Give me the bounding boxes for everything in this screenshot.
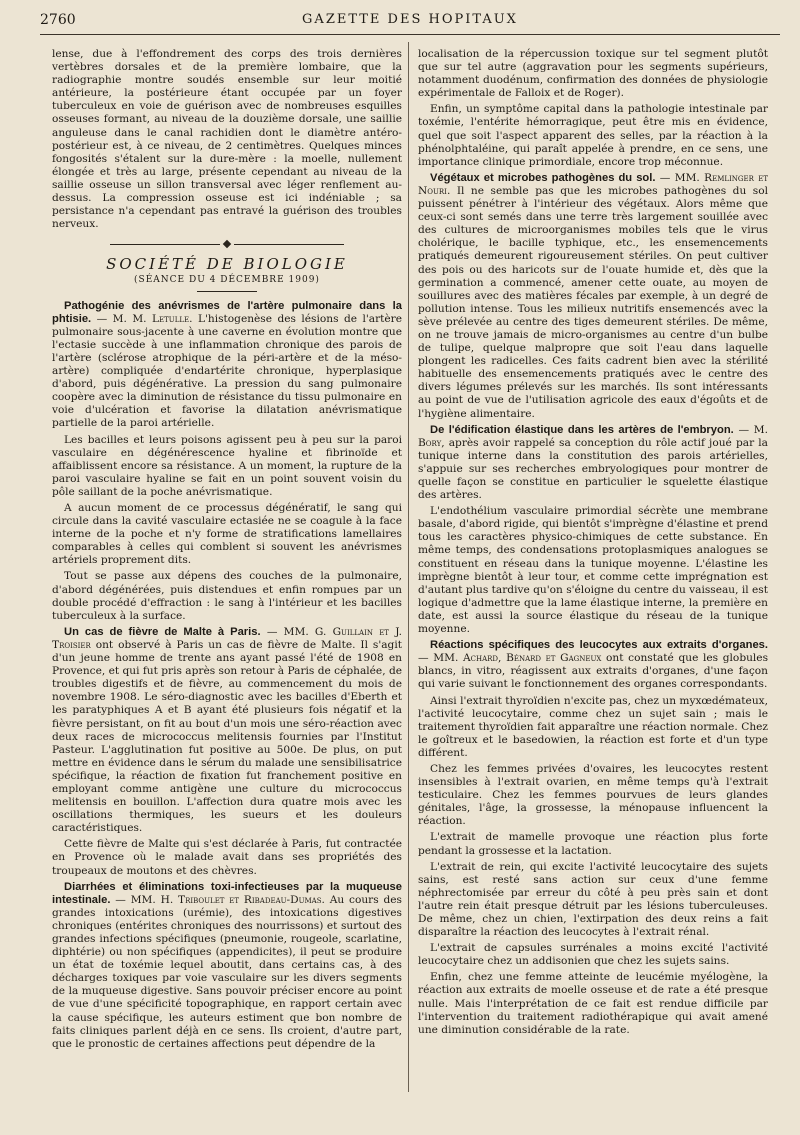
article-authors: M. M. Letulle. xyxy=(112,312,193,325)
column-divider xyxy=(408,42,409,1092)
paragraph: Enfin, un symptôme capital dans la pathologie intestinale par toxémie, l'entérite hémorragique, peut être mis en évidence, quel que soit l'aspect apparent des selles, par la réaction à la phénolphtaléine, qui paraît appelée à prendre, en ce sens, une importance clinique primordiale, encore trop méconnue. xyxy=(418,103,768,168)
society-rule xyxy=(197,291,257,292)
page-header xyxy=(40,8,780,34)
article-leukocytes: Réactions spécifiques des leucocytes aux extraits d'organes. — MM. Achard, Bénard et Gagneux ont constaté que les globules blancs, in vitro, réagissent aux extraits d'organes, d'une façon qui varie suivant le fonctionnement des organes correspondants. xyxy=(418,639,768,691)
journal-title: GAZETTE DES HOPITAUX xyxy=(302,12,518,27)
paragraph: Les bacilles et leurs poisons agissent peu à peu sur la paroi vasculaire en dégénérescence hyaline et fibrinoïde et affaiblissent encore sa résistance. A un moment, la rupture de la paroi vasculaire hyaline se fait en un point souvent voisin du pôle saillant de la poche anévrismatique. xyxy=(52,433,402,498)
article-aneurysm: Pathogénie des anévrismes de l'artère pulmonaire dans la phtisie. — M. M. Letulle. L'histogenèse des lésions de l'artère pulmonaire sous-jacente à une caverne en évolution montre que l'ectasie succède à une inflammation chronique des parois de l'artère (sclérose atrophique de la péri-artère et de la méso-artère) compliquée d'endartérite chronique, hyperplasique d'abord, puis dégénérative. La pression du sang pulmonaire coopère avec la diminution de résistance du tissu pulmonaire en voie d'ulcération et favorise la dilatation anévrismatique partielle de la paroi artérielle. xyxy=(52,299,402,430)
intro-paragraph: lense, due à l'effondrement des corps des trois dernières vertèbres dorsales et de la première lombaire, que la radiographie montre soudés ensemble sur leur moitié antérieure, la postérieure étant occupée par un foyer tuberculeux en voie de guérison avec de nombreuses esquilles osseuses formant, au niveau de la douzième dorsale, une saillie anguleuse dans le canal rachidien dont le diamètre antéro-postérieur est, à ce niveau, de 2 centimètres. Quelques minces fongosités s'étalent sur la dure-mère : la moelle, nullement élongée et très au large, présente cependant au niveau de la saillie osseuse un sillon transversal avec léger renflement au-dessus. La compression osseuse est ici indéniable ; sa persistance n'a cependant pas entravé la guérison des troubles nerveux. xyxy=(52,48,402,231)
page-number: 2760 xyxy=(40,12,76,28)
right-column xyxy=(418,48,768,1128)
header-rule xyxy=(40,34,780,35)
article-text: après avoir rappelé sa conception du rôle actif joué par la tunique interne dans la constitution des parois artérielles, s'appuie sur ses recherches embryologiques pour montrer de quelle façon se constitue en particulier le squelette élastique des artères. xyxy=(418,436,768,502)
paragraph: L'extrait de capsules surrénales a moins excité l'activité leucocytaire chez un addisonien que chez les sujets sains. xyxy=(418,942,768,968)
article-text: ont constaté que les globules blancs, in vitro, réagissent aux extraits d'organes, d'une façon qui varie suivant le fonctionnement des organes correspondants. xyxy=(418,652,768,691)
paragraph: Cette fièvre de Malte qui s'est déclarée à Paris, fut contractée en Provence où le malade avait dans ses propriétés des troupeaux de moutons et des chèvres. xyxy=(52,838,402,877)
article-text: Au cours des grandes intoxications (urémie), des intoxications digestives chroniques (entérites chroniques des nourrissons) et surtout des grandes infections spécifiques (pneumonie, rougeole, scarlatine, diphtérie) ou non spécifiques (appendicites), il peut se produire un état de toxémie lequel aboutit, dans certains cas, à des décharges toxiques par voie vasculaire sur les divers segments de la muqueuse digestive. Sans pouvoir préciser encore au point de vue d'une spécificité topographique, en rapport certain avec la cause spécifique, les auteurs estiment que bon nombre de faits cliniques parlent déjà en ce sens. Ils croient, d'autre part, que le pronostic de certaines affections peut dépendre de la xyxy=(52,893,402,1050)
society-session: (SÉANCE DU 4 DÉCEMBRE 1909) xyxy=(134,274,320,285)
paragraph: L'extrait de rein, qui excite l'activité leucocytaire des sujets sains, est resté sans action sur ceux d'une femme néphrectomisée par erreur du côté à peu près sain et dont l'autre rein était presque détruit par les lésions tuberculeuses. De même, chez un chien, l'extirpation des deux reins a fait disparaître la réaction des leucocytes à l'extrait rénal. xyxy=(418,860,768,939)
article-title: Un cas de fièvre de Malte à Paris. xyxy=(64,625,261,638)
paragraph: Chez les femmes privées d'ovaires, les leucocytes restent insensibles à l'extrait ovarien, en même temps qu'à l'extrait testiculaire. Chez les femmes pourvues de leurs glandes génitales, l'âge, la grossesse, la ménopause influencent la réaction. xyxy=(418,762,768,828)
society-title: SOCIÉTÉ DE BIOLOGIE xyxy=(106,255,348,274)
article-diarrhea: Diarrhées et éliminations toxi-infectieuses par la muqueuse intestinale. — MM. H. Triboulet et Ribadeau-Dumas. Au cours des grandes intoxications (urémie), des intoxications digestives chroniques (entérites chroniques des nourrissons) et surtout des grandes infections spécifiques (pneumonie, rougeole, scarlatine, diphtérie) ou non spécifiques (appendicites), il peut se produire un état de toxémie lequel aboutit, dans certains cas, à des décharges toxiques par voie vasculaire sur les divers segments de la muqueuse digestive. Sans pouvoir préciser encore au point de vue d'une spécificité topographique, en rapport certain avec la cause spécifique, les auteurs estiment que bon nombre de faits cliniques parlent déjà en ce sens. Ils croient, d'autre part, que le pronostic de certaines affections peut dépendre de la xyxy=(52,880,402,1050)
article-title: Diarrhées et éliminations toxi-infectieuses par la muqueuse intestinale. xyxy=(52,880,402,906)
article-authors: MM. H. Triboulet et Ribadeau-Dumas. xyxy=(130,893,325,906)
article-title: Réactions spécifiques des leucocytes aux extraits d'organes. xyxy=(430,639,768,652)
article-authors: MM. G. Guillain et J. Troisier xyxy=(52,625,402,651)
article-title: Pathogénie des anévrismes de l'artère pulmonaire dans la phtisie. xyxy=(52,299,402,325)
paragraph: A aucun moment de ce processus dégénératif, le sang qui circule dans la cavité vasculaire ectasiée ne se coagule à la face interne de la poche et n'y forme de stratifications lamellaires comparables à celles qui comblent si souvent les anévrismes artériels proprement dits. xyxy=(52,502,402,567)
article-elastic-arteries: De l'édification élastique dans les artères de l'embryon. — M. Bory, après avoir rappelé sa conception du rôle actif joué par la tunique interne dans la constitution des parois artérielles, s'appuie sur ses recherches embryologiques pour montrer de quelle façon se constitue en particulier le squelette élastique des artères. xyxy=(418,423,768,502)
article-text: ont observé à Paris un cas de fièvre de Malte. Il s'agit d'un jeune homme de trente ans ayant passé l'été de 1908 en Provence, et qui fut pris après son retour à Paris de céphalée, de troubles digestifs et de fièvre, au commencement du mois de novembre 1908. Le séro-diagnostic avec les bacilles d'Eberth et les paratyphiques A et B ayant été plusieurs fois négatif et la fièvre persistant, on fit au bout d'un mois une séro-réaction avec deux races de micrococcus melitensis fournies par l'Institut Pasteur. L'agglutination fut positive au 500e. De plus, on put mettre en évidence dans le sérum du malade une sensibilisatrice spécifique, la réaction de fixation fut franchement positive en employant comme antigène une culture du micrococcus melitensis en bouillon. L'affection dura quatre mois avec les oscillations thermiques, les sueurs et les douleurs caractéristiques. xyxy=(52,638,402,835)
article-authors: MM. Achard, Bénard et Gagneux xyxy=(433,652,602,665)
article-authors: M. Bory, xyxy=(418,423,768,449)
article-text: Il ne semble pas que les microbes pathogènes du sol puissent pénétrer à l'intérieur des végétaux. Alors même que ceux-ci sont semés dans une terre très largement souillée avec des cultures de microorganismes mobiles tels que le virus cholérique, le bacille typhique, etc., les ensemencements pratiqués demeurent rigoureusement stériles. On peut cultiver des pois ou des haricots sur de l'ouate humide et, dès que la germination a commencé, amener cette ouate, au moyen de souillures avec des matières fécales par exemple, à un degré de pollution intense. Tous les milieux nutritifs ensemencés avec la sève prélevée au centre des tiges demeurent stériles. De même, on ne trouve jamais de micro-organismes au centre d'un bulbe de tulipe, quelque malpropre que soit l'eau dans laquelle plongent les radicelles. Ces faits cadrent bien avec la stérilité habituelle des ensemencements pratiqués avec le centre des divers légumes prélevés sur les marchés. Ils sont intéressants au point de vue de l'utilisation agricole des eaux d'égoûts et de l'hygiène alimentaire. xyxy=(418,184,768,420)
article-text: L'histogenèse des lésions de l'artère pulmonaire sous-jacente à une caverne en évolution montre que l'ectasie succède à une inflammation chronique des parois de l'artère (sclérose atrophique de la péri-artère et de la méso-artère) compliquée d'endartérite chronique, hyperplasique d'abord, puis dégénérative. La pression du sang pulmonaire coopère avec la diminution de résistance du tissu pulmonaire en voie d'ulcération et favorise la dilatation anévrismatique partielle de la paroi artérielle. xyxy=(52,312,402,430)
paragraph: L'endothélium vasculaire primordial sécrète une membrane basale, d'abord rigide, qui bientôt s'imprègne d'élastine et prend tous les caractères physico-chimiques de cette substance. En même temps, des condensations protoplasmiques analogues se constituent en réseau dans la tunique moyenne. L'élastine les imprègne bientôt à leur tour, et comme cette imprégnation est d'autant plus tardive qu'on s'éloigne du centre du vaisseau, il est logique d'admettre que la lame élastique interne, la première en date, est aussi la source élastique du réseau de la tunique moyenne. xyxy=(418,505,768,636)
paragraph: L'extrait de mamelle provoque une réaction plus forte pendant la grossesse et la lactation. xyxy=(418,831,768,857)
paragraph: Enfin, chez une femme atteinte de leucémie myélogène, la réaction aux extraits de moelle osseuse et de rate a été presque nulle. Mais l'interprétation de ce fait est rendue difficile par l'intervention du traitement radiothérapique qui avait amené une diminution considérable de la rate. xyxy=(418,971,768,1036)
paragraph: Ainsi l'extrait thyroïdien n'excite pas, chez un myxœdémateux, l'activité leucocytaire, comme chez un sujet sain ; mais le traitement thyroïdien fait apparaître une réaction normale. Chez le goîtreux et le basedowien, la réaction est forte et d'un type différent. xyxy=(418,694,768,759)
article-soil-microbes: Végétaux et microbes pathogènes du sol. — MM. Remlinger et Nouri. Il ne semble pas que les microbes pathogènes du sol puissent pénétrer à l'intérieur des végétaux. Alors même que ceux-ci sont semés dans une terre très largement souillée avec des cultures de microorganismes mobiles tels que le virus cholérique, le bacille typhique, etc., les ensemencements pratiqués demeurent rigoureusement stériles. On peut cultiver des pois ou des haricots sur de l'ouate humide et, dès que la germination a commencé, amener cette ouate, au moyen de souillures avec des matières fécales par exemple, à un degré de pollution intense. Tous les milieux nutritifs ensemencés avec la sève prélevée au centre des tiges demeurent stériles. De même, on ne trouve jamais de micro-organismes au centre d'un bulbe de tulipe, quelque malpropre que soit l'eau dans laquelle plongent les radicelles. Ces faits cadrent bien avec la stérilité habituelle des ensemencements pratiqués avec le centre des divers légumes prélevés sur les marchés. Ils sont intéressants au point de vue de l'utilisation agricole des eaux d'égoûts et de l'hygiène alimentaire. xyxy=(418,171,768,420)
article-malta-fever: Un cas de fièvre de Malte à Paris. — MM. G. Guillain et J. Troisier ont observé à Paris un cas de fièvre de Malte. Il s'agit d'un jeune homme de trente ans ayant passé l'été de 1908 en Provence, et qui fut pris après son retour à Paris de céphalée, de troubles digestifs et de fièvre, au commencement du mois de novembre 1908. Le séro-diagnostic avec les bacilles d'Eberth et les paratyphiques A et B ayant été plusieurs fois négatif et la fièvre persistant, on fit au bout d'un mois une séro-réaction avec deux races de micrococcus melitensis fournies par l'Institut Pasteur. L'agglutination fut positive au 500e. De plus, on put mettre en évidence dans le sérum du malade une sensibilisatrice spécifique, la réaction de fixation fut franchement positive en employant comme antigène une culture du micrococcus melitensis en bouillon. L'affection dura quatre mois avec les oscillations thermiques, les sueurs et les douleurs caractéristiques. xyxy=(52,625,402,835)
article-authors: MM. Remlinger et Nouri. xyxy=(418,171,768,197)
paragraph: Tout se passe aux dépens des couches de la pulmonaire, d'abord dégénérées, puis distendues et enfin rompues par un double procédé d'effraction : le sang à l'intérieur et les bacilles tuberculeux à la surface. xyxy=(52,570,402,622)
left-column xyxy=(52,48,402,1128)
article-title: Végétaux et microbes pathogènes du sol. xyxy=(430,171,656,184)
article-title: De l'édification élastique dans les artères de l'embryon. xyxy=(430,423,734,436)
paragraph: localisation de la répercussion toxique sur tel segment plutôt que sur tel autre (aggravation pour les segments supérieurs, notamment duodénum, confirmation des données de physiologie expérimentale de Falloix et de Roger). xyxy=(418,48,768,100)
ornament-divider xyxy=(52,237,402,250)
